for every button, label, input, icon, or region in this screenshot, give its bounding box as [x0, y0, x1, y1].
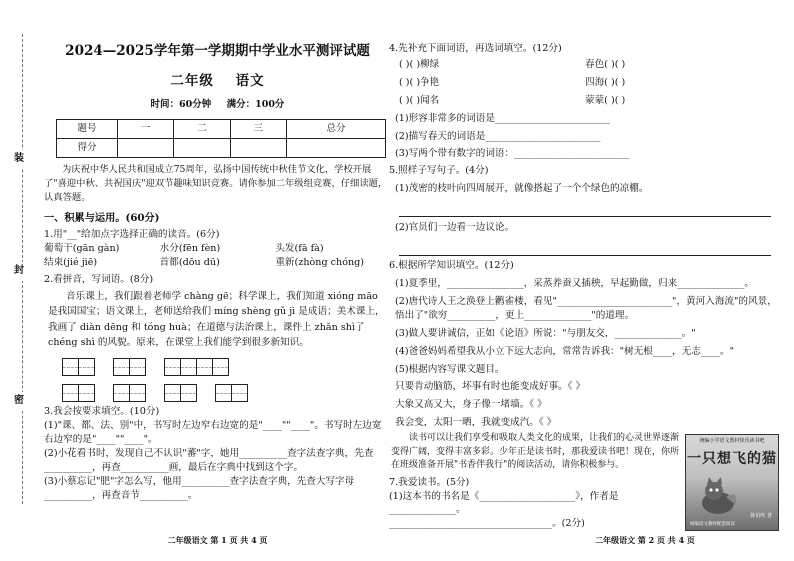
table-cell: 题号	[57, 119, 118, 138]
exam-subtitle	[40, 72, 395, 92]
title-blank[interactable]: 只要肯动脑筋，坏事有时也能变成好事。《 》	[395, 381, 586, 393]
book-author: 陈伯吹 著	[750, 512, 772, 519]
score-input-cell[interactable]	[174, 138, 230, 157]
pinyin-option[interactable]: 水分(fēn fèn)	[159, 243, 221, 255]
book-series-footer: 统编语文教材配套阅读	[690, 521, 735, 527]
answer-line[interactable]	[399, 241, 771, 256]
word-blank[interactable]: 蒙蒙( )( )	[585, 94, 626, 106]
pinyin-option[interactable]: 葡萄干(gān gàn)	[44, 243, 120, 255]
sub-question[interactable]: (1)形容非常多的词语是________________________	[395, 112, 611, 124]
page-two	[385, 0, 785, 561]
pinyin-option[interactable]: 重新(zhòng chóng)	[275, 257, 365, 269]
question-4	[389, 42, 781, 161]
question-2	[44, 273, 391, 402]
word-grid	[399, 58, 771, 108]
book-series-label: 统编小学语文教材快乐读书吧	[699, 438, 765, 445]
score-table-header	[57, 119, 386, 138]
question-stem: 6.根据所学知识填空。(12分)	[389, 260, 514, 272]
word-blank[interactable]: ( )( )柳绿	[399, 58, 440, 70]
answer-grid[interactable]	[164, 358, 229, 376]
answer-grid-row	[62, 384, 391, 402]
page-footer: 二年级语文 第 1 页 共 4 页	[167, 535, 268, 546]
score-input-cell[interactable]	[118, 138, 174, 157]
question-stem: 3.我会按要求填空。(10分)	[44, 406, 160, 418]
word-blank[interactable]: 春色( )( )	[585, 58, 626, 70]
answer-grid[interactable]	[113, 358, 146, 376]
answer-line[interactable]	[399, 202, 771, 217]
answer-grid[interactable]	[164, 384, 197, 402]
sub-question[interactable]: (2)描写春天的词语是________________________	[395, 130, 601, 142]
answer-grid[interactable]	[62, 358, 95, 376]
option-row	[44, 242, 391, 256]
question-6	[389, 259, 781, 430]
question-stem: 7.我爱读书。(5分)	[389, 476, 470, 488]
question-7	[389, 476, 681, 532]
title-blank[interactable]: 我会变，太阳一晒，我就变成汽。《 》	[395, 417, 557, 429]
grade-label: 二年级	[170, 72, 214, 89]
full-score-label: 满分：100分	[226, 99, 285, 111]
cat-illustration-icon	[696, 475, 740, 517]
question-stem: 1.用"__"给加点字选择正确的读音。(6分)	[44, 229, 220, 241]
exam-title: 2024—2025学年第一学期期中学业水平测评试题	[65, 43, 370, 59]
question-stem: 5.照样子写句子。(4分)	[389, 165, 489, 177]
reading-intro: 读书可以让我们享受和吸取人类文化的成果，让我们的心灵世界逐渐变得广阔，变得丰富多彩。少年正是读书时，那我爱读书吧！现在，你所在班级准备开展"书香伴我行"的阅读活动，请你积极参与。	[391, 433, 680, 471]
score-input-cell[interactable]	[286, 138, 385, 157]
sub-question[interactable]: (2)唐代诗人王之涣登上鹳雀楼，看见"________________________"，黄河入海流"的风景，悟出了"欲穷__________，更上______________"的道理。	[395, 295, 777, 321]
score-input-cell[interactable]	[230, 138, 286, 157]
sub-question[interactable]: (4)爸爸妈妈希望我从小立下远大志向，常常告诉我："树无根____，无志____。"	[395, 345, 735, 357]
sub-question[interactable]: (3)做人要讲诚信，正如《论语》所说："与朋友交，______________。"	[395, 327, 696, 339]
binding-margin	[0, 0, 40, 561]
option-row	[44, 256, 391, 270]
question-stem: 4.先补充下面词语，再选词填空。(12分)	[389, 43, 562, 54]
answer-grid-row	[62, 358, 391, 376]
sub-question[interactable]: (3)小蔡忘记"肥"字怎么写，他用__________查字法查字典，先查大写字母__________，再查音节__________。	[44, 476, 355, 501]
table-cell: 一	[118, 119, 174, 138]
time-label: 时间：60分钟	[150, 99, 212, 111]
answer-grid[interactable]	[113, 384, 146, 402]
score-table	[56, 119, 386, 158]
reading-column	[385, 432, 685, 531]
margin-mark: 封	[14, 262, 24, 281]
margin-mark: 装	[14, 150, 24, 169]
score-table-row	[57, 138, 386, 157]
page-one	[40, 0, 395, 561]
sub-question: (1)茂密的枝叶向四周展开，就像搭起了一个个绿色的凉棚。	[395, 183, 649, 195]
reading-section	[385, 432, 785, 531]
pinyin-option[interactable]: 首都(dōu dū)	[159, 257, 220, 269]
word-blank[interactable]: ( )( )闻名	[399, 94, 440, 106]
sub-question: (5)根据内容写课文题目。	[395, 363, 505, 375]
page-footer: 二年级语文 第 2 页 共 4 页	[595, 535, 695, 546]
sub-question[interactable]: __________________________________。(2分)	[389, 518, 585, 530]
question-1	[44, 228, 391, 270]
answer-grid[interactable]	[215, 384, 248, 402]
sub-question[interactable]: (1)这本书的书名是《____________________》，作者是______________。	[389, 490, 619, 516]
word-blank[interactable]: ( )( )争艳	[399, 76, 440, 88]
question-stem: 2.看拼音，写词语。(8分)	[44, 274, 154, 286]
section-heading: 一、积累与运用。(60分)	[44, 211, 160, 224]
question-5	[389, 164, 781, 256]
table-cell: 三	[230, 119, 286, 138]
book-cover-title: 一只想飞的猫	[687, 451, 777, 468]
sub-question[interactable]: (2)小花看书时，发现自己不认识"蕃"字，她用__________查字法查字典，先查__________，再查__________画，最后在字典中找到这个字。	[44, 448, 374, 474]
pinyin-option[interactable]: 结束(jié jiē)	[44, 257, 98, 269]
sub-question: (2)官员们一边看一边议论。	[395, 222, 515, 234]
answer-grid[interactable]	[62, 384, 95, 402]
sub-question[interactable]: (1)"课、都、法、别"中，书写时左边窄右边宽的是"____""____"。书写时左边宽右边窄的是"____""____"。	[44, 420, 382, 446]
exam-meta	[40, 98, 395, 112]
intro-paragraph: 为庆祝中华人民共和国成立75周年，弘扬中国传统中秋佳节文化，学校开展了"喜迎中秋、共祝国庆"迎双节趣味知识竞赛。请你参加二年级组竞赛，仔细读题，认真答题。	[44, 163, 388, 203]
pinyin-passage: 音乐课上，我们跟着老师学 chàng gē；科学课上，我们知道 xióng māo 是我国国宝；语文课上，老师送给我们 míng shèng gǔ jì 是成语；美术课上，我画了 diàn dēng 和 tóng huà；在道德与法治课上，课件上 zhǎn shì了chéng shì 的风貌。原来，在课堂上我们能学到很多新知识。	[48, 291, 385, 349]
table-cell: 得分	[57, 138, 118, 157]
table-cell: 总分	[286, 119, 385, 138]
question-3	[44, 405, 391, 502]
title-blank[interactable]: 大象又高又大，身子像一堵墙。《 》	[395, 399, 547, 411]
book-cover-image	[685, 434, 779, 531]
sub-question[interactable]: (3)写两个带有数字的词语：________________________	[395, 148, 630, 160]
sub-question[interactable]: (1)夏季里，________________，采蒸养蚕又插秧，早起勤做，归来______________。	[395, 277, 754, 289]
pinyin-option[interactable]: 头发(fā fà)	[275, 243, 324, 255]
margin-mark: 密	[14, 392, 24, 411]
table-cell: 二	[174, 119, 230, 138]
subject-label: 语文	[235, 72, 265, 89]
word-blank[interactable]: 四海( )( )	[585, 76, 626, 88]
